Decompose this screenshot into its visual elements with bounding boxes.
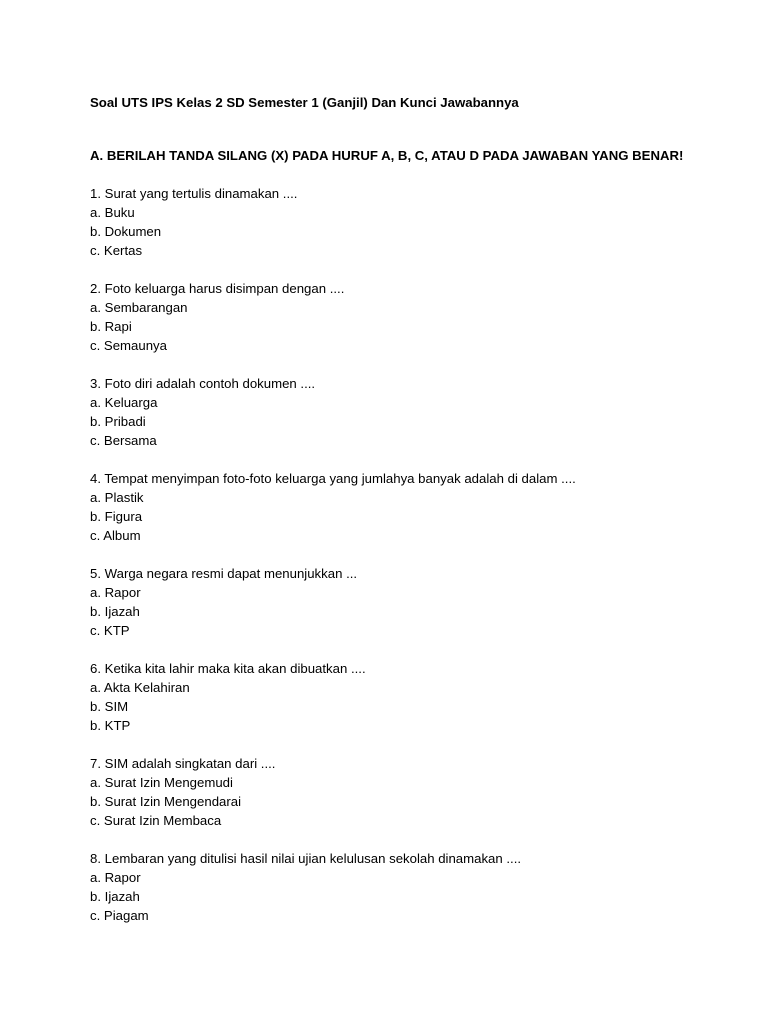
question-text: 6. Ketika kita lahir maka kita akan dibuatkan .... xyxy=(90,661,366,676)
document-content xyxy=(90,93,730,944)
question-text: 7. SIM adalah singkatan dari .... xyxy=(90,756,276,771)
section-heading: A. BERILAH TANDA SILANG (X) PADA HURUF A, B, C, ATAU D PADA JAWABAN YANG BENAR! xyxy=(90,148,684,163)
option-b: b. Surat Izin Mengendarai xyxy=(90,794,242,809)
option-c: c. Album xyxy=(90,528,141,543)
question-5 xyxy=(90,564,730,640)
option-c: c. KTP xyxy=(90,623,130,638)
option-b: b. SIM xyxy=(90,699,129,714)
question-7 xyxy=(90,754,730,830)
option-c: c. Bersama xyxy=(90,433,157,448)
question-text: 2. Foto keluarga harus disimpan dengan .... xyxy=(90,281,345,296)
option-a: a. Rapor xyxy=(90,585,141,600)
option-b: b. Rapi xyxy=(90,319,132,334)
option-b: b. Figura xyxy=(90,509,143,524)
question-text: 5. Warga negara resmi dapat menunjukkan ... xyxy=(90,566,358,581)
question-text: 4. Tempat menyimpan foto-foto keluarga yang jumlahya banyak adalah di dalam .... xyxy=(90,471,576,486)
question-1 xyxy=(90,184,730,260)
option-c: c. Piagam xyxy=(90,908,149,923)
option-c: c. Surat Izin Membaca xyxy=(90,813,222,828)
question-text: 3. Foto diri adalah contoh dokumen .... xyxy=(90,376,316,391)
question-6 xyxy=(90,659,730,735)
option-b: b. Ijazah xyxy=(90,604,140,619)
option-c: b. KTP xyxy=(90,718,131,733)
option-a: a. Buku xyxy=(90,205,135,220)
option-b: b. Ijazah xyxy=(90,889,140,904)
question-4 xyxy=(90,469,730,545)
option-c: c. Kertas xyxy=(90,243,143,258)
option-a: a. Surat Izin Mengemudi xyxy=(90,775,233,790)
option-b: b. Pribadi xyxy=(90,414,146,429)
option-c: c. Semaunya xyxy=(90,338,167,353)
option-b: b. Dokumen xyxy=(90,224,162,239)
option-a: a. Sembarangan xyxy=(90,300,188,315)
question-list xyxy=(90,184,730,925)
option-a: a. Akta Kelahiran xyxy=(90,680,190,695)
option-a: a. Plastik xyxy=(90,490,144,505)
option-a: a. Rapor xyxy=(90,870,141,885)
option-a: a. Keluarga xyxy=(90,395,158,410)
question-8 xyxy=(90,849,730,925)
question-2 xyxy=(90,279,730,355)
document-title: Soal UTS IPS Kelas 2 SD Semester 1 (Ganjil) Dan Kunci Jawabannya xyxy=(90,95,519,110)
question-text: 8. Lembaran yang ditulisi hasil nilai ujian kelulusan sekolah dinamakan .... xyxy=(90,851,522,866)
question-text: 1. Surat yang tertulis dinamakan .... xyxy=(90,186,298,201)
question-3 xyxy=(90,374,730,450)
